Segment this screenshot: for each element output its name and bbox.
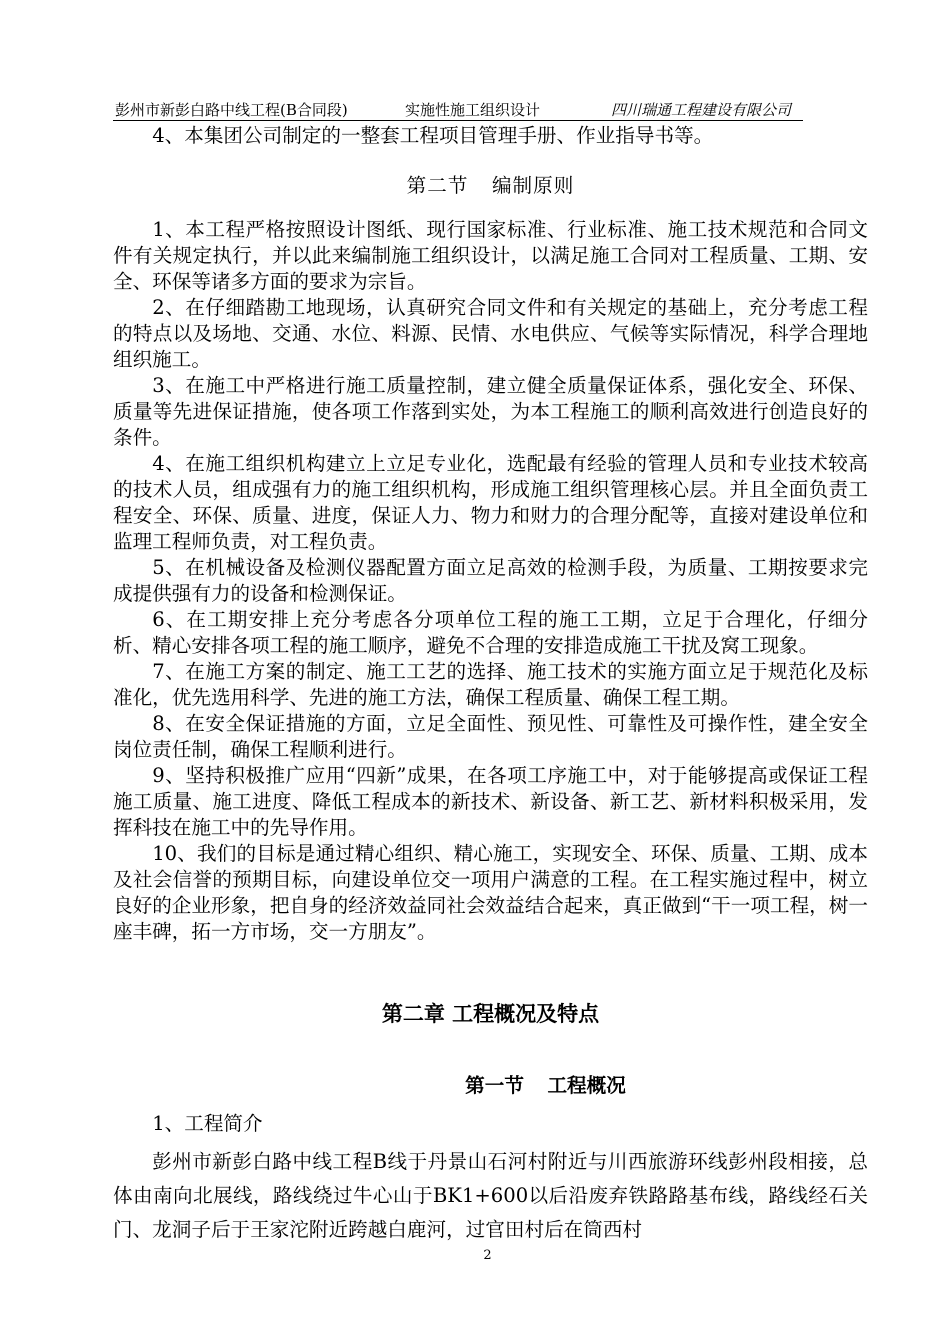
section-number: 第一节 [465,1074,524,1097]
intro-item-4: 4、本集团公司制定的一整套工程项目管理手册、作业指导书等。 [152,124,714,147]
principle-item: 10、我们的目标是通过精心组织、精心施工，实现安全、环保、质量、工期、成本及社会信誉的预期目标，向建设单位交一项用户满意的工程。在工程实施过程中，树立良好的企业形象，把自身的经济效益同社会效益结合起来，真正做到“干一项工程，树一座丰碑，拓一方市场，交一方朋友”。 [113,842,868,943]
section-number: 第二节 [406,174,469,197]
document-body [113,121,868,1247]
subheading-project-intro: 1、工程简介 [152,1112,263,1135]
principle-item: 1、本工程严格按照设计图纸、现行国家标准、行业标准、施工技术规范和合同文件有关规定执行，并以此来编制施工组织设计，以满足施工合同对工程质量、工期、安全、环保等诸多方面的要求为宗旨。 [113,218,868,293]
principle-item: 6、在工期安排上充分考虑各分项单位工程的施工工期，立足于合理化，仔细分析、精心安排各项工程的施工顺序，避免不合理的安排造成施工干扰及窝工现象。 [113,608,868,657]
header-company-name: 四川瑞通工程建设有限公司 [611,101,792,119]
principle-item: 7、在施工方案的制定、施工工艺的选择、施工技术的实施方面立足于规范化及标准化，优先选用科学、先进的施工方法，确保工程质量、确保工程工期。 [113,660,868,709]
section-name: 工程概况 [547,1074,626,1097]
section-name: 编制原则 [491,174,575,197]
running-header [113,100,803,121]
page-number: 2 [483,1248,492,1263]
section-heading-project-overview [113,1071,868,1101]
principle-item: 9、坚持积极推广应用“四新”成果，在各项工序施工中，对于能够提高或保证工程施工质量、施工进度、降低工程成本的新技术、新设备、新工艺、新材料积极采用，发挥科技在施工中的先导作用。 [113,764,868,839]
header-project-name: 彭州市新彭白路中线工程(B合同段) [115,101,348,119]
principle-item: 2、在仔细踏勘工地现场，认真研究合同文件和有关规定的基础上，充分考虑工程的特点以及场地、交通、水位、料源、民情、水电供应、气候等实际情况，科学合理地组织施工。 [113,296,868,371]
principle-item: 3、在施工中严格进行施工质量控制，建立健全质量保证体系，强化安全、环保、质量等先进保证措施，使各项工作落到实处，为本工程施工的顺利高效进行创造良好的条件。 [113,374,868,449]
principle-item: 8、在安全保证措施的方面，立足全面性、预见性、可靠性及可操作性，建全安全岗位责任制，确保工程顺利进行。 [113,712,868,761]
project-intro-paragraph: 彭州市新彭白路中线工程B线于丹景山石河村附近与川西旅游环线彭州段相接，总体由南向北展线，路线绕过牛心山于BK1+600以后沿废弃铁路路基布线，路线经石关门、龙洞子后于王家沱附近跨越白鹿河，过官田村后在筒西村 [113,1150,868,1241]
header-document-type: 实施性施工组织设计 [405,101,541,119]
principle-item: 5、在机械设备及检测仪器配置方面立足高效的检测手段，为质量、工期按要求完成提供强有力的设备和检测保证。 [113,556,868,605]
chapter-heading: 第二章 工程概况及特点 [381,1002,600,1026]
section-heading-compilation-principles [113,171,868,201]
principle-item: 4、在施工组织机构建立上立足专业化，选配最有经验的管理人员和专业技术较高的技术人员，组成强有力的施工组织机构，形成施工组织管理核心层。并且全面负责工程安全、环保、质量、进度，保证人力、物力和财力的合理分配等，直接对建设单位和监理工程师负责，对工程负责。 [113,452,868,553]
